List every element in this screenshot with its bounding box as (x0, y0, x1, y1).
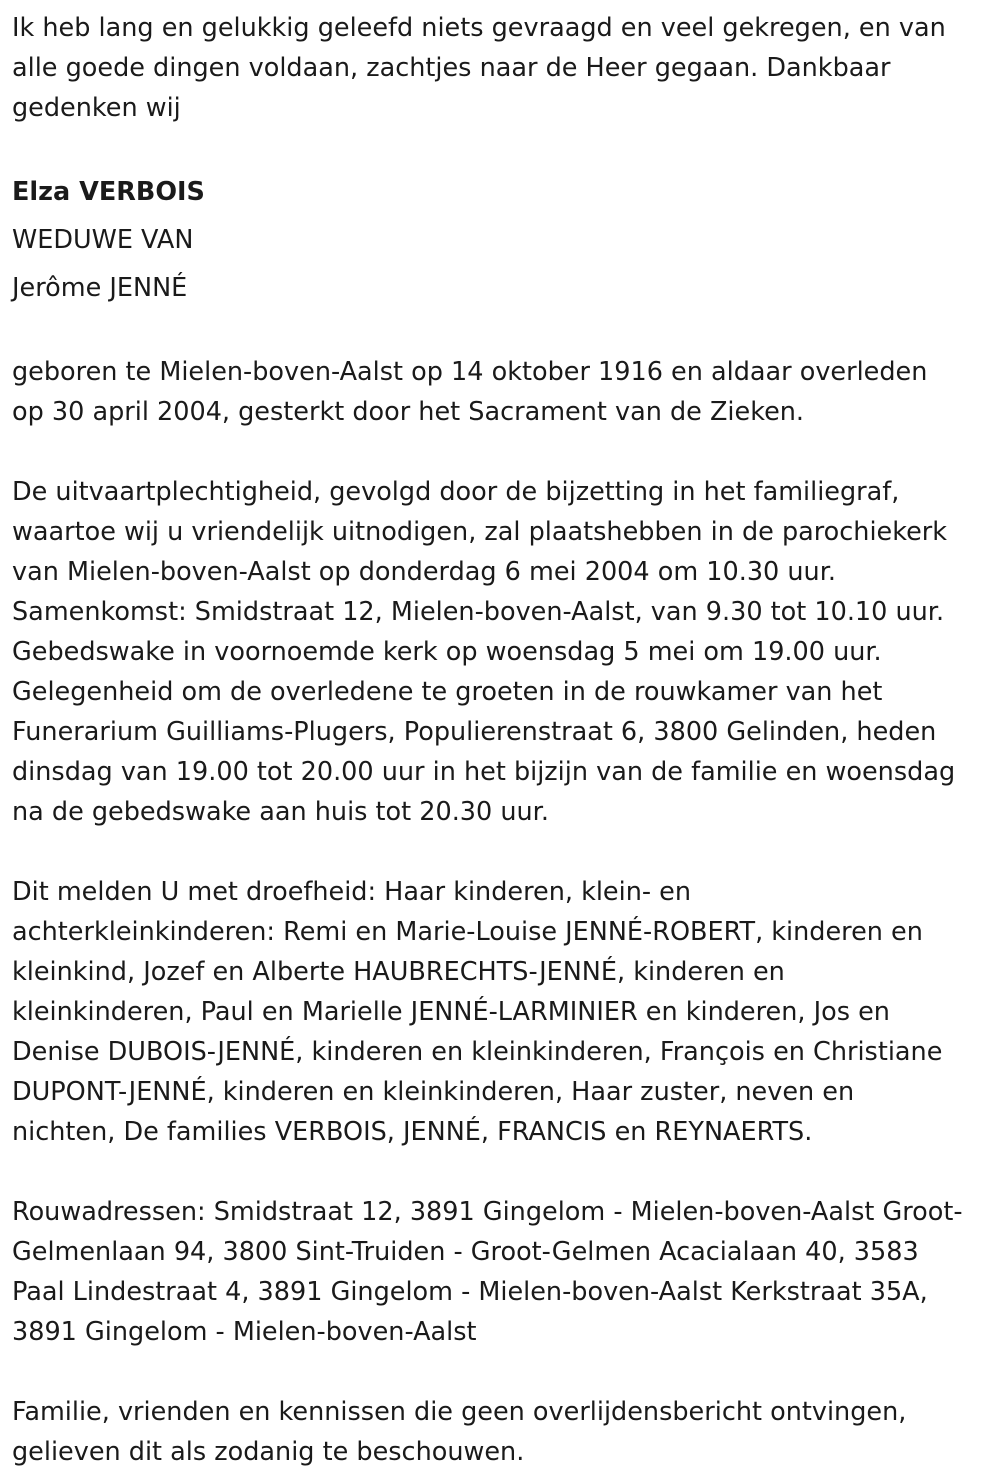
widow-of-label: WEDUWE VAN (12, 225, 194, 255)
family-text: Dit melden U met droefheid: Haar kinderen, klein- en achterkleinkinderen: Remi en Marie-Louise JENNÉ-ROBERT, kinderen en kleinkind, Jozef en Alberte HAUBRECHTS-JENNÉ, kinderen en kleinkinderen, Paul en Marielle JENNÉ-LARMINIER en kinderen, Jos en Denise DUBOIS-JENNÉ, kinderen en kleinkinderen, François en Christiane DUPONT-JENNÉ, kinderen en kleinkinderen, Haar zuster, neven en nichten, De families VERBOIS, JENNÉ, FRANCIS en REYNAERTS. (12, 877, 943, 1147)
birth-death-text: geboren te Mielen-boven-Aalst op 14 oktober 1916 en aldaar overleden op 30 april 2004, gesterkt door het Sacrament van de Zieken. (12, 357, 928, 427)
spouse-name: Jerôme JENNÉ (12, 273, 188, 303)
closing-text: Familie, vrienden en kennissen die geen overlijdensbericht ontvingen, gelieven dit als zodanig te beschouwen. (12, 1397, 907, 1467)
intro-text: Ik heb lang en gelukkig geleefd niets gevraagd en veel gekregen, en van alle goede dingen voldaan, zachtjes naar de Heer gegaan. Dankbaar gedenken wij (12, 13, 946, 123)
ceremony-text: De uitvaartplechtigheid, gevolgd door de bijzetting in het familiegraf, waartoe wij u vriendelijk uitnodigen, zal plaatshebben in de parochiekerk van Mielen-boven-Aalst op donderdag 6 mei 2004 om 10.30 uur. Samenkomst: Smidstraat 12, Mielen-boven-Aalst, van 9.30 tot 10.10 uur. Gebedswake in voornoemde kerk op woensdag 5 mei om 19.00 uur. Gelegenheid om de overledene te groeten in de rouwkamer van het Funerarium Guilliams-Plugers, Populierenstraat 6, 3800 Gelinden, heden dinsdag van 19.00 tot 20.00 uur in het bijzijn van de familie en woensdag na de gebedswake aan huis tot 20.30 uur. (12, 477, 956, 827)
obituary-document (12, 8, 988, 1472)
addresses-text: Rouwadressen: Smidstraat 12, 3891 Gingelom - Mielen-boven-Aalst Groot- Gelmenlaan 94, 3800 Sint-Truiden - Groot-Gelmen Acacialaan 40, 3583 Paal Lindestraat 4, 3891 Gingelom - Mielen-boven-Aalst Kerkstraat 35A, 3891 Gingelom - Mielen-boven-Aalst (12, 1197, 963, 1347)
deceased-name: Elza VERBOIS (12, 177, 205, 207)
